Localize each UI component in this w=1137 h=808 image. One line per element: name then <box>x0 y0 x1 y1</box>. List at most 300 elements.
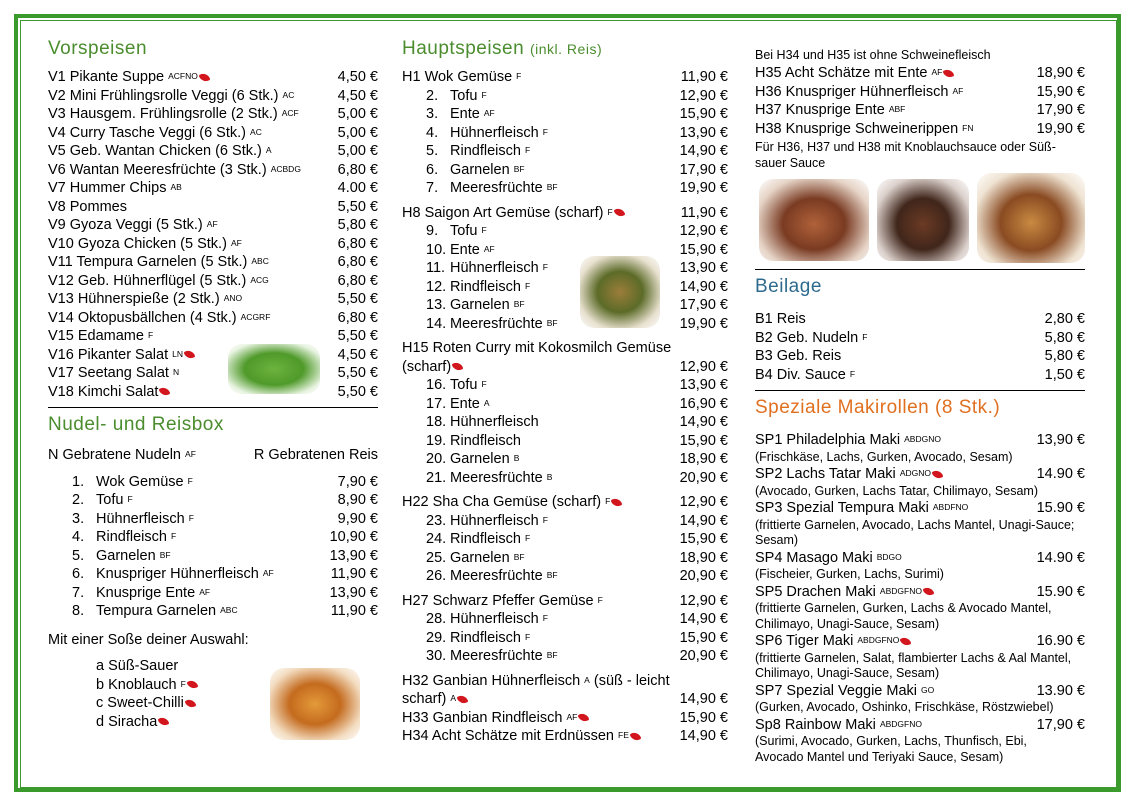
nudel-header-right: R Gebratenen Reis <box>253 447 378 463</box>
item-name <box>426 512 548 531</box>
item-label: Garnelen <box>96 547 156 564</box>
item-price: 13,90 € <box>329 547 378 564</box>
nudel-row <box>72 510 378 529</box>
item-number: 24. <box>426 531 447 547</box>
item-label: SP7 Spezial Veggie Maki <box>755 682 918 699</box>
item-number: 21. <box>426 469 447 486</box>
item-number: 9. <box>426 223 439 239</box>
note-top: Bei H34 und H35 ist ohne Schweinefleisch <box>755 48 991 62</box>
item-label: Garnelen <box>450 297 510 313</box>
item-number: 8. <box>72 603 85 619</box>
item-label: Sp8 Rainbow Maki <box>755 716 876 733</box>
chicken-photo <box>977 173 1085 263</box>
item-label: Rindfleisch <box>450 143 521 159</box>
vorspeise-row <box>48 253 378 272</box>
item-number: 30. <box>426 648 447 664</box>
item-label: Ente <box>450 395 480 412</box>
item-price: 11,90 € <box>680 69 728 85</box>
item-price: 16.90 € <box>1036 633 1085 649</box>
sub-item-row <box>426 315 728 334</box>
item-price: 13,90 € <box>679 260 728 276</box>
allergen-codes: N <box>172 367 180 377</box>
item-price: 4.00 € <box>337 180 378 196</box>
group-items <box>402 376 728 487</box>
allergen-codes: F <box>180 678 186 689</box>
item-number: 3. <box>72 510 85 527</box>
sub-item-row <box>426 376 728 395</box>
item-name <box>48 272 269 291</box>
item-name <box>48 142 272 161</box>
item-name <box>426 87 487 106</box>
item-label: V7 Hummer Chips <box>48 180 167 196</box>
item-number: 5. <box>426 143 439 159</box>
item-price: 14.90 € <box>1036 549 1085 566</box>
sub-item-row <box>426 432 728 451</box>
chili-icon <box>457 693 469 705</box>
chili-icon <box>578 712 590 724</box>
allergen-codes: F <box>542 613 548 623</box>
allergen-codes: BDGO <box>876 551 902 562</box>
item-label: B4 Div. Sauce <box>755 366 846 383</box>
h32-line2: scharf) $^A$ 14,90 € <box>402 691 728 707</box>
maki-list <box>755 431 1085 765</box>
allergen-codes: F <box>481 89 487 100</box>
item-name <box>426 647 558 666</box>
allergen-codes: BF <box>513 551 525 562</box>
maki-description: (Gurken, Avocado, Oshinko, Frischkäse, Röstzwiebel) <box>755 700 1054 714</box>
item-price: 7,90 € <box>337 473 378 490</box>
item-price: 18,90 € <box>679 451 728 467</box>
item-name <box>426 450 519 469</box>
duck-photo <box>759 179 869 261</box>
item-price: 11,90 € <box>330 603 378 619</box>
item-label: Ente <box>450 106 480 122</box>
group-label-cont <box>402 358 462 377</box>
item-name <box>755 120 974 139</box>
item-name <box>72 602 238 621</box>
hauptspeise-group <box>402 68 728 198</box>
allergen-codes: AF <box>931 67 943 77</box>
item-price: 6,80 € <box>337 235 378 252</box>
item-number: 5. <box>72 547 85 564</box>
vorspeise-row <box>48 309 378 328</box>
h-item-row <box>755 64 1085 83</box>
item-label: B1 Reis <box>755 311 806 327</box>
maki-row <box>755 431 1085 450</box>
nudel-row <box>72 602 378 621</box>
item-name <box>755 431 941 450</box>
item-price: 12,90 € <box>679 223 728 239</box>
allergen-codes: BF <box>546 182 558 192</box>
item-name <box>402 493 621 512</box>
chili-icon <box>184 697 196 709</box>
item-number: 13. <box>426 297 447 313</box>
item-label: Tofu <box>450 377 478 393</box>
allergen-codes: AF <box>206 219 218 229</box>
item-name <box>48 346 194 365</box>
item-name <box>426 413 539 432</box>
item-price: 5,50 € <box>337 365 378 381</box>
item-label: H22 Sha Cha Gemüse (scharf) <box>402 494 602 510</box>
item-label: Meeresfrüchte <box>450 180 543 196</box>
item-name <box>426 161 525 180</box>
item-label: SP3 Spezial Tempura Maki <box>755 500 929 516</box>
nudel-row <box>72 584 378 603</box>
item-price: 15,90 € <box>679 241 728 258</box>
item-label: SP1 Philadelphia Maki <box>755 432 901 448</box>
crispy-chicken-photo <box>270 668 360 740</box>
item-price: 5,00 € <box>337 143 378 159</box>
item-number: 3. <box>426 106 439 122</box>
item-price: 14,90 € <box>679 143 728 159</box>
nudel-row <box>72 491 378 510</box>
item-name <box>402 592 603 611</box>
vorspeisen-list <box>48 68 378 401</box>
beilage-row <box>755 347 1085 366</box>
item-label: H37 Knusprige Ente <box>755 102 885 118</box>
item-label: c Sweet-Chilli <box>96 695 184 711</box>
allergen-codes: ABC <box>251 256 269 266</box>
beilage-row <box>755 366 1085 385</box>
sub-item-row <box>426 278 728 297</box>
item-price: 18,90 € <box>1036 65 1085 81</box>
item-number: 16. <box>426 377 447 393</box>
allergen-codes: LN <box>172 348 184 359</box>
item-label: V9 Gyoza Veggi (5 Stk.) <box>48 217 203 233</box>
vorspeise-row <box>48 235 378 254</box>
item-name <box>426 549 525 568</box>
maki-description: (Avocado, Gurken, Lachs Tatar, Chilimayo, Sesam) <box>755 483 1039 498</box>
item-name <box>48 290 242 309</box>
item-label: V3 Hausgem. Frühlingsrolle (2 Stk.) <box>48 106 278 122</box>
item-name <box>755 366 855 385</box>
item-name <box>426 296 525 315</box>
chili-icon <box>611 496 623 508</box>
sub-item-row <box>426 87 728 106</box>
item-price: 6,80 € <box>337 272 378 289</box>
maki-description: (Surimi, Avocado, Gurken, Lachs, Thunfisch, Ebi, Avocado Mantel und Teriyaki Sauce, Sesam) <box>755 734 1027 764</box>
item-name <box>48 198 127 217</box>
chili-icon <box>629 730 641 742</box>
h-item-row <box>755 101 1085 120</box>
item-label: Knusprige Ente <box>96 584 196 601</box>
nudel-title: Nudel- und Reisbox <box>48 414 224 435</box>
allergen-codes: B <box>546 471 553 482</box>
item-name <box>96 713 168 732</box>
vorspeise-row <box>48 124 378 143</box>
allergen-codes: FN <box>962 122 974 133</box>
item-label: Hühnerfleisch <box>450 611 539 627</box>
item-name <box>426 142 530 161</box>
vorspeise-row <box>48 216 378 235</box>
item-label: Rindfleisch <box>450 278 521 295</box>
allergen-codes: BF <box>546 650 558 660</box>
item-price: 13,90 € <box>329 584 378 601</box>
item-label: V17 Seetang Salat <box>48 365 169 381</box>
hauptspeisen-list <box>402 68 728 666</box>
item-price: 4,50 € <box>337 69 378 85</box>
allergen-codes: A <box>265 145 272 155</box>
item-name <box>755 329 867 348</box>
divider <box>755 390 1085 391</box>
item-number: 7. <box>72 584 85 601</box>
chili-icon <box>186 679 198 691</box>
group-items <box>402 222 728 333</box>
item-number: 6. <box>426 161 439 178</box>
item-price: 9,90 € <box>337 510 378 527</box>
vorspeisen-title: Vorspeisen <box>48 38 148 59</box>
item-name <box>72 547 171 566</box>
item-price: 20,90 € <box>679 568 728 584</box>
chili-icon <box>900 635 912 647</box>
item-price: 16,90 € <box>679 395 728 412</box>
item-label: V2 Mini Frühlingsrolle Veggi (6 Stk.) <box>48 87 279 104</box>
sub-item-row <box>426 241 728 260</box>
allergen-codes: ACGRF <box>240 311 271 322</box>
note-bottom: Für H36, H37 und H38 mit Knoblauchsauce oder Süß-sauer Sauce <box>755 140 1056 170</box>
item-price: 5,00 € <box>337 106 378 122</box>
item-label: SP2 Lachs Tatar Maki <box>755 466 896 482</box>
allergen-codes: F <box>542 126 548 137</box>
item-name <box>426 315 558 334</box>
item-number: 23. <box>426 512 447 529</box>
item-number: 10. <box>426 241 447 258</box>
item-label: Wok Gemüse <box>96 473 184 490</box>
item-label: V4 Curry Tasche Veggi (6 Stk.) <box>48 124 246 141</box>
item-name <box>755 101 905 120</box>
sub-item-row <box>426 629 728 648</box>
allergen-codes: F <box>524 533 531 543</box>
group-header <box>402 592 728 611</box>
sub-item-row <box>426 549 728 568</box>
nudel-list <box>48 473 378 621</box>
item-number: 4. <box>72 529 85 545</box>
item-name <box>96 694 195 713</box>
item-number: 14. <box>426 315 447 332</box>
item-number: 18. <box>426 414 447 430</box>
chili-icon <box>613 207 625 219</box>
sub-item-row <box>426 222 728 241</box>
maki-row <box>755 499 1085 518</box>
item-label: Meeresfrüchte <box>450 315 543 332</box>
vorspeise-row <box>48 383 378 402</box>
item-name <box>426 432 521 451</box>
sauce-title: Mit einer Soße deiner Auswahl: <box>48 631 249 648</box>
item-price: 5,80 € <box>1044 348 1085 364</box>
item-price: 8,90 € <box>337 492 378 508</box>
allergen-codes: F <box>524 631 531 642</box>
item-price: 5,50 € <box>337 198 378 215</box>
allergen-codes: F <box>524 280 531 291</box>
allergen-codes: ACF <box>281 108 299 118</box>
item-label: Hühnerfleisch <box>450 512 539 529</box>
vorspeise-row <box>48 364 378 383</box>
item-price: 19,90 € <box>679 315 728 332</box>
allergen-codes: F <box>524 145 531 155</box>
allergen-codes: ACBDG <box>270 163 301 174</box>
sub-item-row <box>426 259 728 278</box>
maki-row <box>755 583 1085 602</box>
item-number: 26. <box>426 568 447 584</box>
item-name <box>755 83 963 102</box>
item-price: 1,50 € <box>1044 366 1085 383</box>
item-number: 4. <box>426 124 439 141</box>
allergen-codes: B <box>513 453 520 463</box>
item-label: Knuspriger Hühnerfleisch <box>96 566 259 582</box>
item-label: Hühnerfleisch <box>450 260 539 276</box>
group-header <box>402 68 728 87</box>
item-label: SP5 Drachen Maki <box>755 583 876 600</box>
item-label: SP6 Tiger Maki <box>755 633 854 649</box>
item-price: 5,50 € <box>337 328 378 344</box>
item-price: 15.90 € <box>1036 583 1085 600</box>
item-name <box>426 179 558 198</box>
chili-icon <box>184 349 196 361</box>
allergen-codes: ACG <box>250 274 269 285</box>
sub-item-row <box>426 450 728 469</box>
maki-row <box>755 682 1085 701</box>
item-label: H36 Knuspriger Hühnerfleisch <box>755 83 949 100</box>
allergen-codes: ANO <box>223 293 243 303</box>
item-name <box>426 124 548 143</box>
item-name <box>426 469 552 488</box>
item-name <box>755 632 910 651</box>
item-name <box>48 327 153 346</box>
item-name <box>72 584 210 603</box>
allergen-codes: AF <box>952 85 964 96</box>
item-label: Hühnerfleisch <box>96 510 185 527</box>
item-price: 4,50 € <box>337 87 378 104</box>
sub-item-row <box>426 413 728 432</box>
group-items <box>402 512 728 586</box>
item-price: 12,90 € <box>679 592 728 609</box>
item-name <box>755 310 806 329</box>
allergen-codes: AC <box>282 89 295 100</box>
nudel-row <box>72 528 378 547</box>
allergen-codes: GO <box>921 684 935 695</box>
allergen-codes: F <box>607 206 613 217</box>
item-price: 12,90 € <box>679 87 728 104</box>
item-label: V16 Pikanter Salat <box>48 346 169 363</box>
item-label: V15 Edamame <box>48 328 144 344</box>
item-label: b Knoblauch <box>96 676 177 693</box>
item-label: Tofu <box>96 492 124 508</box>
item-name <box>72 473 193 492</box>
nudel-row <box>72 565 378 584</box>
chili-icon <box>943 67 955 79</box>
allergen-codes: F <box>542 262 548 272</box>
item-name <box>48 105 299 124</box>
item-label: Rindfleisch <box>450 432 521 449</box>
item-price: 15,90 € <box>679 432 728 449</box>
sub-item-row <box>426 142 728 161</box>
item-name <box>48 309 270 328</box>
hauptspeise-group <box>402 204 728 334</box>
item-number: 29. <box>426 629 447 646</box>
group-items <box>402 610 728 666</box>
vorspeise-row <box>48 179 378 198</box>
item-label: V5 Geb. Wantan Chicken (6 Stk.) <box>48 143 262 159</box>
allergen-codes: AB <box>170 182 182 192</box>
vorspeise-row <box>48 105 378 124</box>
item-name <box>96 657 178 676</box>
item-label: V10 Gyoza Chicken (5 Stk.) <box>48 235 227 252</box>
item-name <box>755 583 933 602</box>
item-name <box>72 510 194 529</box>
item-label: Meeresfrüchte <box>450 469 543 486</box>
item-name <box>426 278 530 297</box>
item-price: 15,90 € <box>679 106 728 122</box>
item-price: 11,90 € <box>680 204 728 221</box>
item-name <box>48 68 209 87</box>
allergen-codes: ABDGNO <box>904 434 941 444</box>
item-label: Meeresfrüchte <box>450 648 543 664</box>
beilage-title: Beilage <box>755 276 822 297</box>
h-item-row <box>755 83 1085 102</box>
item-price: 13,90 € <box>679 377 728 393</box>
chili-icon <box>158 716 170 728</box>
item-price: 20,90 € <box>679 648 728 664</box>
allergen-codes: AF <box>483 243 495 254</box>
item-price: 19,90 € <box>1036 120 1085 137</box>
maki-description: (frittierte Garnelen, Salat, flambierter Lachs & Aal Mantel, Chilimayo, Unagi-Sauce, Sesam) <box>755 650 1072 680</box>
item-name <box>426 105 495 124</box>
chili-icon <box>922 586 934 598</box>
maki-description: (frittierte Garnelen, Avocado, Lachs Mantel, Unagi-Sauce; Sesam) <box>755 517 1075 547</box>
item-name <box>48 235 242 254</box>
item-name <box>426 395 490 414</box>
item-label: Hühnerfleisch <box>450 414 539 430</box>
item-name <box>402 204 624 223</box>
item-number: 28. <box>426 611 447 627</box>
item-label: H27 Schwarz Pfeffer Gemüse <box>402 592 594 609</box>
sub-item-row <box>426 530 728 549</box>
item-number: 11. <box>426 260 446 276</box>
item-price: 4,50 € <box>337 346 378 363</box>
vorspeise-row <box>48 161 378 180</box>
item-price: 2,80 € <box>1044 311 1085 327</box>
item-label: Garnelen <box>450 451 510 467</box>
vorspeise-row <box>48 272 378 291</box>
beilage-list <box>755 310 1085 384</box>
item-number: 17. <box>426 395 447 412</box>
group-header <box>402 493 728 512</box>
maki-row <box>755 549 1085 568</box>
item-label: V18 Kimchi Salat <box>48 383 159 400</box>
item-price: 20,90 € <box>679 469 728 486</box>
item-price: 13.90 € <box>1036 682 1085 699</box>
item-number: 20. <box>426 451 447 467</box>
item-name <box>48 253 269 272</box>
item-price: 18,90 € <box>679 549 728 566</box>
maki-row <box>755 465 1085 484</box>
allergen-codes: F <box>188 512 194 523</box>
item-name <box>755 549 902 568</box>
h34-row: H34 Acht Schätze mit Erdnüssen $^{FE}$ 14,90 € <box>402 728 728 744</box>
item-price: 5,00 € <box>337 124 378 141</box>
allergen-codes: ABF <box>888 104 906 114</box>
allergen-codes: AF <box>262 568 274 578</box>
item-label: B2 Geb. Nudeln <box>755 329 859 346</box>
item-name <box>755 64 953 83</box>
maki-title: Speziale Makirollen (8 Stk.) <box>755 397 1001 418</box>
ribs-photo <box>877 179 969 261</box>
allergen-codes: F <box>127 494 133 504</box>
allergen-codes: F <box>862 331 868 342</box>
edamame-photo <box>228 344 320 394</box>
item-price: 17,90 € <box>1036 716 1085 733</box>
item-price: 6,80 € <box>337 161 378 178</box>
